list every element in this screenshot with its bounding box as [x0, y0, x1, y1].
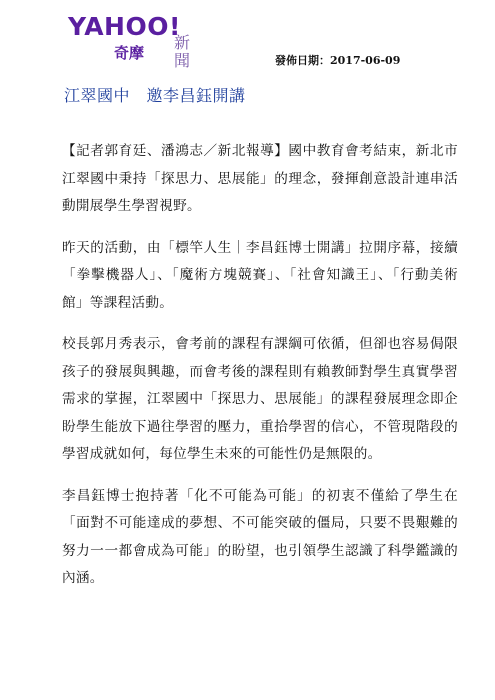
article-paragraph-4: 李昌鈺博士抱持著「化不可能為可能」的初衷不僅給了學生在「面對不可能達成的夢想、不可能突破的僵局，只要不畏艱難的努力一一都會成為可能」的盼望，也引領學生認識了科學鑑識的內涵。	[62, 487, 458, 586]
article-paragraph-2: 昨天的活動，由「標竿人生｜李昌鈺博士開講」拉開序幕，接續「拳擊機器人」、「魔術方塊競賽」、「社會知識王」、「行動美術館」等課程活動。	[62, 239, 458, 311]
logo-qimo: 奇摩	[114, 44, 145, 62]
logo-brand-sub	[114, 43, 144, 62]
logo-brand: YAHOO!	[68, 12, 181, 41]
article-headline: 江翠國中 邀李昌鈺開講	[64, 86, 246, 105]
publish-date: 發佈日期：2017-06-09	[275, 54, 401, 67]
yahoo-news-logo	[68, 12, 191, 70]
article-paragraph-1: 【記者郭育廷、潘鴻志／新北報導】國中教育會考結束，新北市江翠國中秉持「探思力、思展能」的理念，發揮創意設計連串活動開展學生學習視野。	[62, 143, 458, 214]
article-body	[62, 138, 458, 607]
logo-section: 新聞	[174, 33, 191, 70]
article-paragraph-3: 校長郭月秀表示，會考前的課程有課綱可依循，但卻也容易侷限孩子的發展與興趣，而會考後的課程則有賴教師對學生真實學習需求的掌握，江翠國中「探思力、思展能」的課程發展理念即企盼學生能放下過往學習的壓力，重拾學習的信心，不管現階段的學習成就如何，每位學生未來的可能性仍是無限的。	[62, 336, 458, 462]
